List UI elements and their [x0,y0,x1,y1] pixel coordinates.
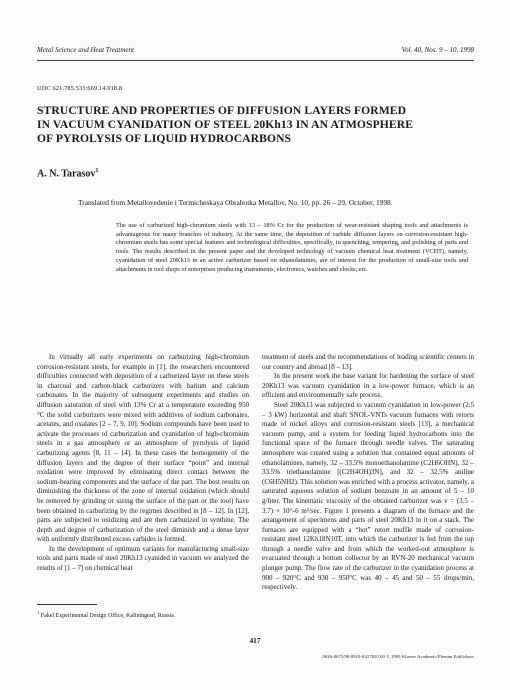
footnote-rule [37,604,97,605]
right-column [262,353,474,593]
paragraph: In the development of optimum variants for manufacturing small-size tools and parts made of steel 20Kh13 cyanided in vacuum we analyzed the results of [1 – 7] on chemical heat [37,544,249,573]
copyright-line: 0026-0673/98/0910-0417$20.00 © 1999 Kluwer Academic/Plenum Publishers [322,654,474,659]
footnote [37,610,175,619]
page-number: 417 [249,636,261,645]
article-title [37,104,477,146]
title-line: STRUCTURE AND PROPERTIES OF DIFFUSION LAYERS FORMED [37,104,407,117]
title-line: IN VACUUM CYANIDATION OF STEEL 20Kh13 IN AN ATMOSPHERE [37,118,414,131]
footnote-text: Fakel Experimental Design Office, Kaliningrad, Russia. [40,613,176,619]
paragraph: In virtually all early experiments on carburizing high-chromium corrosion-resistant steels, for example in [1], the researchers encountered difficulties connected with deposition of a carburized layer on these steels in charcoal and carbon-black carburizers with barium and calcium carbonates. In the majority of subsequent experiments and studies on diffusion saturation of steel with 13% Cr at a temperature exceeding 950 °C the solid carburizers were mixed with additives of sodium carbonates, acetates, and oxalates [2 – 7, 9, 10]. Sodium compounds have been used to activate the processes of carburization and cyanidation of high-chromium steels in a gas atmosphere or an atmosphere of pyrolysis of liquid carburizing agents [8, 11 – 14]. In these cases the homogeneity of the diffusion layers and the degree of their surface “point” and internal oxidation were improved by eliminating direct contact between the sodium-bearing components and the surface of the part. The best results on diminishing the thickness of the zone of internal oxidation (which should be removed by grinding or sizing the surface of the part or the tool) have been obtained in carburizing by the regimes described in [8 – 12]. In [12], parts are subjected to oxidizing and are then carburized in synthine. The depth and degree of carburization of the steel diminish and a dense layer with uniformly distributed excess carbides is formed. [37,353,249,544]
header-rule [37,60,474,61]
paragraph: Steel 20Kh13 was subjected to vacuum cyanidation in low-power (2.5 – 3 kW) horizontal and shaft SNOL-VNTs vacuum furnaces with retorts made of nickel alloys and corrosion-resistant steels [13], a mechanical vacuum pump, and a system for feeding liquid hydrocarbons into the functional space of the furnace through needle valves. The saturating atmosphere was created using a solution that contained equal amounts of ethanolamines, namely, 32 – 33.5% monoethanolamine (C2H6OHN), 32 – 33.5% triethanolamine [(C2H4OH)3N], and 32 – 32.5% aniline (C6H5NH2). This solution was enriched with a process activator, namely, a saturated aqueous solution of sodium benzoate in an amount of 5 – 10 g/liter. The kinematic viscosity of the obtained carburizer was v = (3.5 – 3.7) × 10^-6 m²/sec. Figure 1 presents a diagram of the furnace and the arrangement of specimens and parts of steel 20Kh13 in it on a stack. The furnaces are equipped with a “hot” retort muffle made of corrosion-resistant steel 12Kh18N10T, into which the carburizer is fed from the top through a needle valve and from which the worked-out atmosphere is evacuated through a bottom collector by an RVN-20 mechanical vacuum plunger pump. The flow rate of the carburizer in the cyanidation process at 900 – 920°C and 930 – 950°C was 40 – 45 and 50 – 55 drops/min, respectively. [262,400,474,592]
paragraph: In the present work the base variant for hardening the surface of steel 20Kh13 was vacuum cyanidation in a low-power furnace, which is an efficient and environmentally safe process. [262,372,474,400]
journal-name: Metal Science and Heat Treatment [37,46,134,54]
author [37,168,98,179]
translated-from: Translated from Metallovedenie i Termicheskaya Obrabotka Metallov, No. 10, pp. 26 – 29, October, 1998. [78,198,393,207]
abstract: The use of carburized high-chromium steels with 13 – 18% Cr for the production of wear-resistant shaping tools and attachments is advantageous for many branches of industry. At the same time, the deposition of carbide diffusion layers on corrosion-resistant high-chromium steels has some special features and technological difficulties, specifically, in quenching, tempering, and polishing of parts and tools. The results described in the present paper and the developed technology of vacuum chemical heat treatment (VCHT), namely, cyanidation of steel 20Kh13 in an active carburizer based on ethanolamines, are of interest for the production of small-size tools and attachments in tool shops of enterprises producing instruments, electronics, watches and clocks, etc. [116,222,468,273]
title-line: OF PYROLYSIS OF LIQUID HYDROCARBONS [37,132,292,145]
author-footnote-mark: 1 [95,168,99,174]
udc-code: UDC 621.785.533:669.14.018.8 [37,85,123,92]
footnote-mark: 1 [37,610,40,615]
author-name: A. N. Tarasov [37,168,96,180]
left-column [37,353,249,574]
volume-info: Vol. 40, Nos. 9 – 10, 1998 [401,46,474,54]
paragraph: treatment of steels and the recommendations of leading scientific centers in our country and abroad [8 – 13]. [262,353,474,371]
